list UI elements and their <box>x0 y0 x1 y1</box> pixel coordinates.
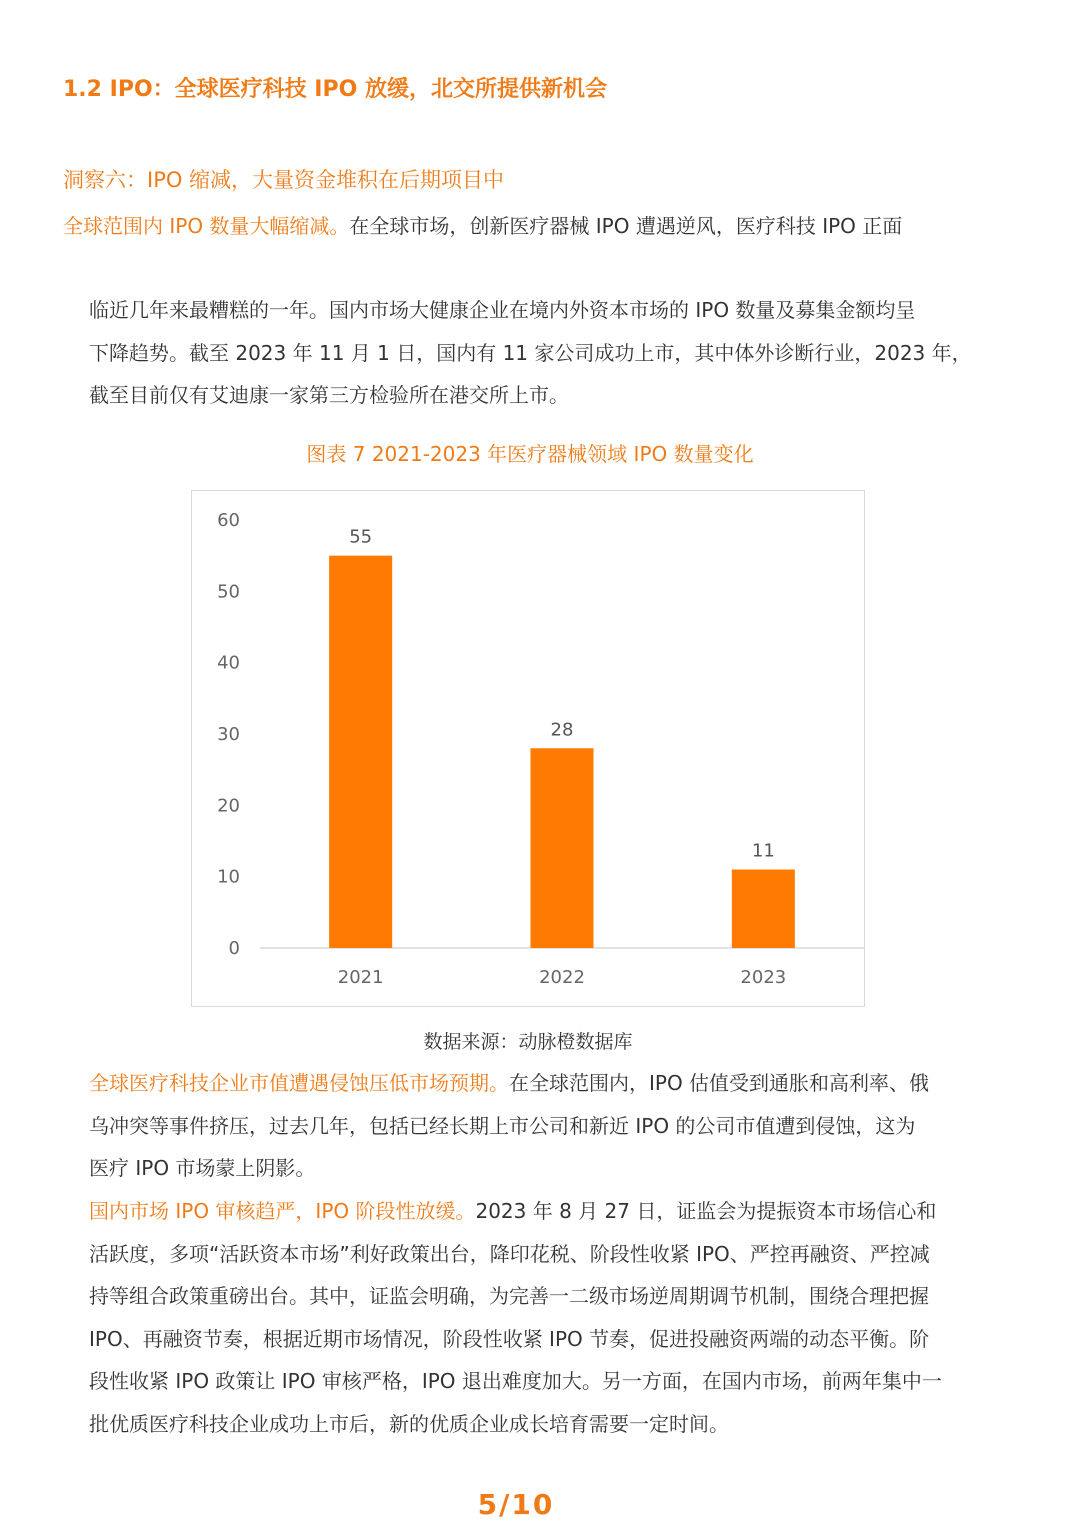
y-tick-label: 10 <box>217 866 240 888</box>
y-tick-label: 40 <box>217 652 240 674</box>
y-tick-label: 0 <box>228 938 240 959</box>
x-tick-label: 2021 <box>337 967 384 988</box>
paragraph-3-line-4: IPO、再融资节奏，根据近期市场情况，阶段性收紧 IPO 节奏，促进投融资两端的动态平衡。阶 <box>89 1326 930 1351</box>
insight-title: 洞察六：IPO 缩减，大量资金堆积在后期项目中 <box>63 168 505 192</box>
paragraph-3 <box>89 1190 989 1445</box>
y-tick-label: 20 <box>217 795 240 817</box>
x-tick-label: 2023 <box>740 967 787 988</box>
bar-chart-svg <box>192 491 864 1006</box>
page-number: 5/10 <box>477 1488 555 1521</box>
y-tick-label: 60 <box>217 510 240 531</box>
paragraph-2-line-1 <box>89 1062 989 1105</box>
bar-2023 <box>732 870 795 948</box>
data-label: 28 <box>550 719 574 741</box>
section-title: 1.2 IPO：全球医疗科技 IPO 放缓，北交所提供新机会 <box>63 77 607 102</box>
paragraph-2-line-2: 乌冲突等事件挤压，过去几年，包括已经长期上市公司和新近 IPO 的公司市值遭到侵蚀，这为 <box>89 1113 916 1138</box>
y-tick-label: 30 <box>217 724 240 745</box>
paragraph-1-lead: 全球范围内 IPO 数量大幅缩减。 <box>63 214 350 238</box>
paragraph-2-line-3: 医疗 IPO 市场蒙上阴影。 <box>89 1156 316 1180</box>
figure-source: 数据来源：动脉橙数据库 <box>423 1031 633 1053</box>
data-label: 11 <box>751 840 775 862</box>
x-tick-label: 2022 <box>539 967 585 988</box>
bar-2021 <box>329 556 392 948</box>
paragraph-1-line-2: 临近几年来最糟糕的一年。国内市场大健康企业在境内外资本市场的 IPO 数量及募集金额均呈 <box>89 298 916 322</box>
paragraph-1-line-3: 下降趋势。截至 2023 年 11 月 1 日，国内有 11 家公司成功上市，其中体外诊断行业，2023 年， <box>89 341 972 365</box>
paragraph-3-text: 2023 年 8 月 27 日，证监会为提振资本市场信心和 <box>475 1199 937 1223</box>
paragraph-3-line-5: 段性收紧 IPO 政策让 IPO 审核严格，IPO 退出难度加大。另一方面，在国内市场，前两年集中一 <box>89 1369 942 1393</box>
paragraph-3-lead: 国内市场 IPO 审核趋严，IPO 阶段性放缓。 <box>89 1199 476 1223</box>
paragraph-2 <box>89 1062 989 1190</box>
paragraph-1-text: 在全球市场，创新医疗器械 IPO 遭遇逆风，医疗科技 IPO 正面 <box>349 214 903 238</box>
paragraph-2-lead: 全球医疗科技企业市值遭遇侵蚀压低市场预期。 <box>89 1071 509 1095</box>
paragraph-3-line-1 <box>89 1190 989 1233</box>
figure-caption: 图表 7 2021-2023 年医疗器械领域 IPO 数量变化 <box>306 442 754 466</box>
paragraph-3-line-6: 批优质医疗科技企业成功上市后，新的优质企业成长培育需要一定时间。 <box>89 1411 729 1436</box>
y-tick-label: 50 <box>217 581 240 603</box>
paragraph-1-line-4: 截至目前仅有艾迪康一家第三方检验所在港交所上市。 <box>89 383 569 407</box>
paragraph-1-line-1 <box>63 212 902 240</box>
paragraph-2-text: 在全球范围内，IPO 估值受到通胀和高利率、俄 <box>509 1071 930 1095</box>
data-label: 55 <box>349 526 373 548</box>
paragraph-3-line-3: 持等组合政策重磅出台。其中，证监会明确，为完善一二级市场逆周期调节机制，围绕合理把握 <box>89 1284 929 1308</box>
paragraph-3-line-2: 活跃度，多项“活跃资本市场”利好政策出台，降印花税、阶段性收紧 IPO、严控再融资、严控减 <box>89 1241 930 1266</box>
bar-chart <box>191 490 865 1007</box>
bar-2022 <box>531 748 594 948</box>
